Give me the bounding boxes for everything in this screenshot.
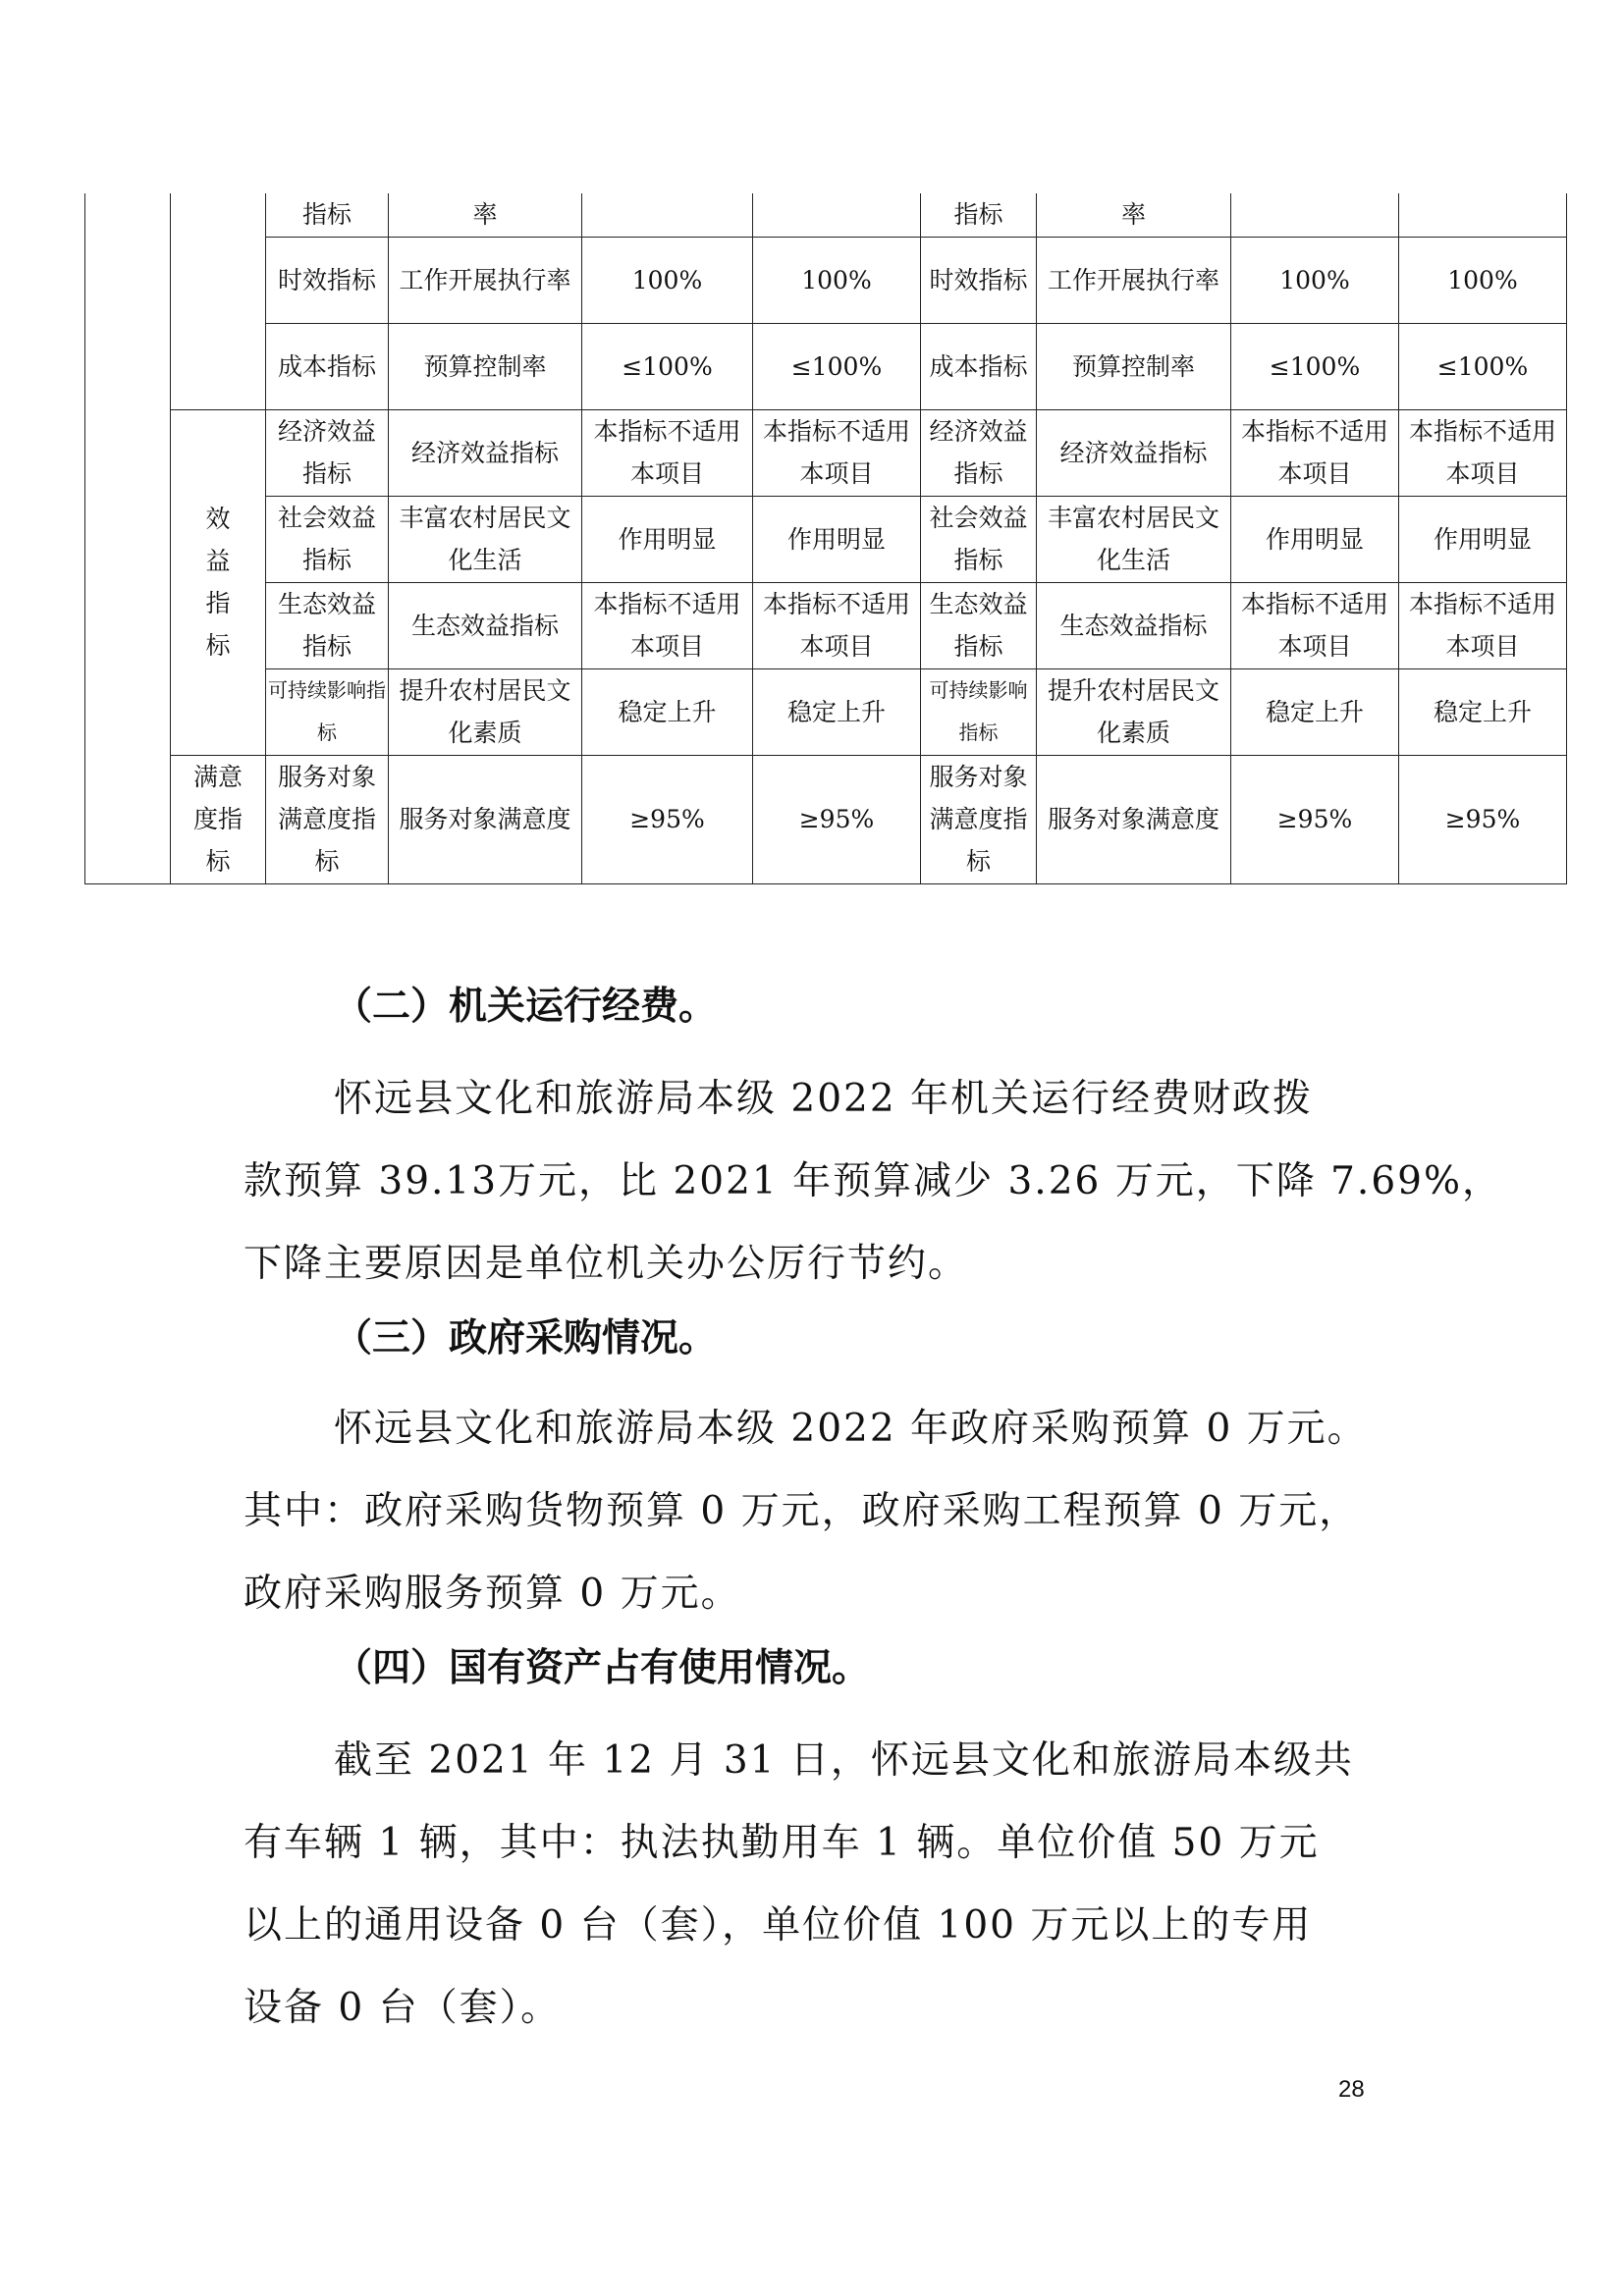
table-cell: 指标 — [921, 193, 1037, 237]
table-cell: 服务对象满意度 — [389, 755, 582, 883]
table-cell-satisfaction-indicator: 满意度指标 — [171, 755, 266, 883]
table-cell: 生态效益指标 — [1037, 582, 1231, 668]
table-cell: ≥95% — [753, 755, 921, 883]
table-cell: 丰富农村居民文化生活 — [1037, 496, 1231, 582]
table-cell: ≤100% — [582, 323, 753, 409]
table-cell — [1399, 193, 1567, 237]
table-cell: 可持续影响指标 — [921, 668, 1037, 755]
table-cell: 作用明显 — [582, 496, 753, 582]
table-cell: 本指标不适用本项目 — [753, 409, 921, 496]
paragraph-line: 以上的通用设备 0 台（套），单位价值 100 万元以上的专用 — [244, 1903, 1313, 1948]
table-cell: 稳定上升 — [1231, 668, 1399, 755]
table-cell: 100% — [1399, 237, 1567, 323]
table-cell: 稳定上升 — [582, 668, 753, 755]
table-row — [85, 237, 1567, 323]
paragraph-line: 有车辆 1 辆，其中：执法执勤用车 1 辆。单位价值 50 万元 — [244, 1821, 1320, 1865]
paragraph-line: 截至 2021 年 12 月 31 日，怀远县文化和旅游局本级共 — [334, 1738, 1354, 1783]
table-cell: 本指标不适用本项目 — [582, 409, 753, 496]
paragraph-line: 怀远县文化和旅游局本级 2022 年政府采购预算 0 万元。 — [334, 1407, 1368, 1451]
table-cell: 成本指标 — [921, 323, 1037, 409]
table-cell: 指标 — [266, 193, 389, 237]
table-cell: 本指标不适用本项目 — [1231, 582, 1399, 668]
table-cell: 服务对象满意度指标 — [921, 755, 1037, 883]
table-cell: 作用明显 — [1231, 496, 1399, 582]
table-cell: 经济效益指标 — [266, 409, 389, 496]
paragraph-line: 设备 0 台（套）。 — [244, 1986, 562, 2030]
table-cell: 100% — [753, 237, 921, 323]
table-cell — [753, 193, 921, 237]
table-row — [85, 323, 1567, 409]
table-cell: 经济效益指标 — [389, 409, 582, 496]
table-cell: 生态效益指标 — [389, 582, 582, 668]
paragraph-line: 怀远县文化和旅游局本级 2022 年机关运行经费财政拨 — [334, 1077, 1314, 1121]
table-cell-benefit-indicator: 效益指标 — [171, 409, 266, 755]
section-heading-state-assets: （四）国有资产占有使用情况。 — [334, 1646, 871, 1690]
table-cell: 预算控制率 — [1037, 323, 1231, 409]
table-cell: 本指标不适用本项目 — [1399, 409, 1567, 496]
table-cell: ≤100% — [753, 323, 921, 409]
table-cell: 100% — [582, 237, 753, 323]
table-cell: ≥95% — [582, 755, 753, 883]
table-cell: 时效指标 — [266, 237, 389, 323]
table-cell: 作用明显 — [753, 496, 921, 582]
table-cell: 100% — [1231, 237, 1399, 323]
table-cell: ≥95% — [1399, 755, 1567, 883]
paragraph-line: 其中：政府采购货物预算 0 万元，政府采购工程预算 0 万元， — [244, 1489, 1360, 1533]
table-cell: 社会效益指标 — [921, 496, 1037, 582]
table-cell: 本指标不适用本项目 — [582, 582, 753, 668]
table-cell: 可持续影响指标 — [266, 668, 389, 755]
table-cell: 丰富农村居民文化生活 — [389, 496, 582, 582]
table-cell-level2 — [171, 193, 266, 409]
table-cell: 社会效益指标 — [266, 496, 389, 582]
table-cell: 经济效益指标 — [921, 409, 1037, 496]
table-cell: 服务对象满意度指标 — [266, 755, 389, 883]
table-cell: 作用明显 — [1399, 496, 1567, 582]
page-number: 28 — [1338, 2076, 1365, 2103]
table-row — [85, 409, 1567, 496]
table-row — [85, 582, 1567, 668]
table-cell: 本指标不适用本项目 — [753, 582, 921, 668]
section-heading-operating-expenses: （二）机关运行经费。 — [334, 985, 718, 1029]
table-cell: 率 — [389, 193, 582, 237]
performance-indicator-table — [84, 193, 1567, 884]
table-cell: 稳定上升 — [1399, 668, 1567, 755]
table-cell: 率 — [1037, 193, 1231, 237]
table-cell: 生态效益指标 — [921, 582, 1037, 668]
table-row — [85, 668, 1567, 755]
table-cell — [1231, 193, 1399, 237]
table-cell-level1 — [85, 193, 171, 883]
table-cell: 时效指标 — [921, 237, 1037, 323]
table-cell: 本指标不适用本项目 — [1399, 582, 1567, 668]
paragraph-line: 款预算 39.13万元，比 2021 年预算减少 3.26 万元，下降 7.69%， — [244, 1159, 1503, 1203]
table-cell: 经济效益指标 — [1037, 409, 1231, 496]
table-row — [85, 193, 1567, 237]
table-cell: 工作开展执行率 — [389, 237, 582, 323]
table-cell: 成本指标 — [266, 323, 389, 409]
table-cell: 服务对象满意度 — [1037, 755, 1231, 883]
table-cell: 预算控制率 — [389, 323, 582, 409]
section-heading-government-procurement: （三）政府采购情况。 — [334, 1316, 718, 1361]
table-cell: 稳定上升 — [753, 668, 921, 755]
table-row — [85, 755, 1567, 883]
table-cell: 工作开展执行率 — [1037, 237, 1231, 323]
table-cell: 提升农村居民文化素质 — [389, 668, 582, 755]
table-row — [85, 496, 1567, 582]
table-cell: 提升农村居民文化素质 — [1037, 668, 1231, 755]
table-cell: ≤100% — [1231, 323, 1399, 409]
paragraph-line: 政府采购服务预算 0 万元。 — [244, 1572, 741, 1616]
table-cell: 生态效益指标 — [266, 582, 389, 668]
table-cell: 本指标不适用本项目 — [1231, 409, 1399, 496]
paragraph-line: 下降主要原因是单位机关办公厉行节约。 — [244, 1242, 969, 1286]
table-cell — [582, 193, 753, 237]
table-cell: ≤100% — [1399, 323, 1567, 409]
table-cell: ≥95% — [1231, 755, 1399, 883]
